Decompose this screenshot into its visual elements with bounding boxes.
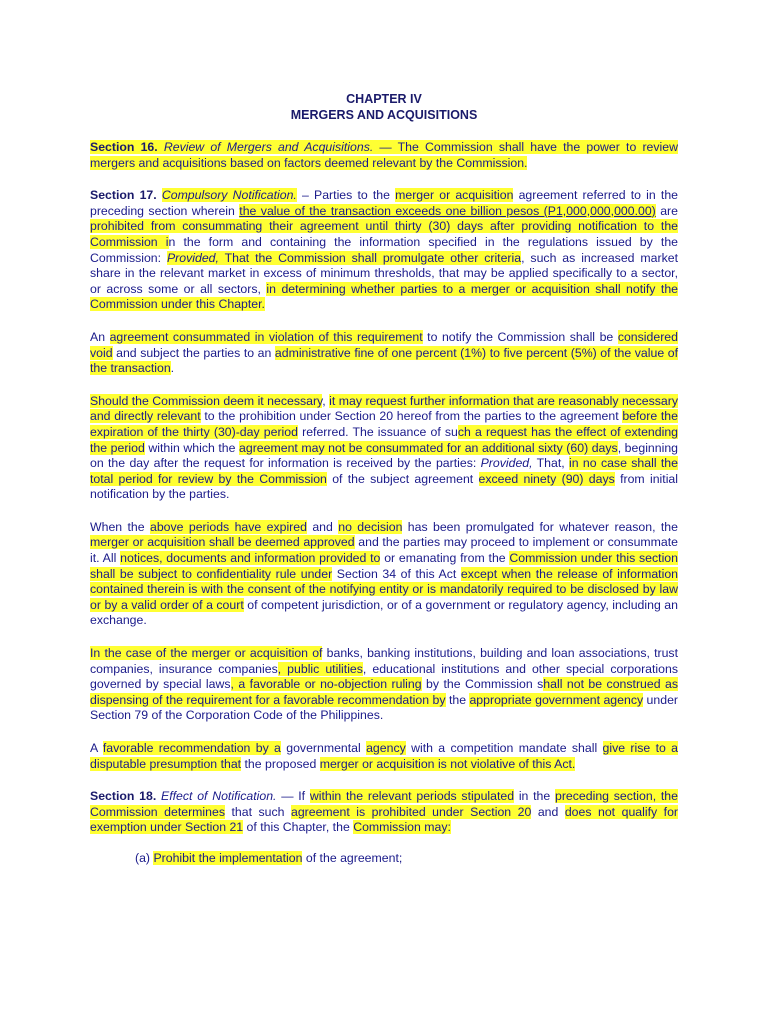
section-17 (90, 188, 678, 313)
text-run: to notify the Commission shall be (422, 329, 618, 344)
highlight-run: prohibited from consummating their agreement until thirty (30) days after providing notification to the Commission i (90, 219, 678, 249)
text-run: When the (90, 519, 150, 534)
paragraph-void-agreement (90, 330, 678, 377)
highlight-run: favorable recommendation by a (102, 741, 281, 755)
text-run: the (445, 692, 470, 707)
highlight-run: no decision (338, 519, 403, 534)
highlight-run: agency (366, 741, 406, 755)
highlight-run: Prohibit the implementation (153, 850, 303, 865)
list-marker: (a) (135, 850, 154, 865)
highlight-run: agreement may not be consummated for an additional sixty (60) days (239, 440, 618, 455)
highlight-run: hall not be construed as dispensing of the requirement for a favorable recommendation by (90, 677, 679, 707)
paragraph-favorable-recommendation (90, 741, 678, 772)
chapter-number: CHAPTER IV (346, 92, 422, 106)
highlight-run: except when the release of information contained therein is with the consent of the notifying entity or is mandatorily required to be disclosed by law or by a valid order of a court (90, 566, 678, 612)
text-run: from initial notification by the parties. (90, 471, 678, 502)
text-run: agreement referred to in the preceding section wherein (90, 188, 678, 218)
highlight-run: Should the Commission deem it necessary (90, 393, 323, 408)
text-run: of competent jurisdiction, or of a government or regulatory agency, including an exchange. (90, 597, 678, 628)
text-run: governmental (280, 741, 367, 755)
text-run: the proposed (241, 756, 320, 771)
section-16-body: — The Commission shall have the power to review mergers and acquisitions based on factors deemed relevant by the Commission. (90, 140, 678, 170)
paragraph-information-request (90, 394, 678, 503)
highlight-run: That the Commission shall promulgate other criteria (218, 250, 522, 265)
document-page (90, 91, 678, 884)
highlight-run: , a favorable or no-objection ruling (230, 677, 422, 692)
section-18 (90, 789, 678, 836)
highlight-run: within the relevant periods stipulated (309, 789, 515, 804)
text-run: with a competition mandate shall (405, 741, 603, 755)
text-run: Section 34 of this Act (332, 566, 461, 581)
section-16-heading: Review of Mergers and Acquisitions. (163, 140, 374, 154)
text-run: to the prohibition under Section 20 hereof from the parties to the agreement (200, 409, 623, 424)
chapter-title: MERGERS AND ACQUISITIONS (290, 108, 478, 122)
highlight-run: exceed ninety (90) days (478, 471, 615, 486)
list-item-a (135, 851, 678, 867)
highlight-run: In the case of the merger or acquisition of (90, 646, 323, 661)
highlight-run: merger or acquisition shall be deemed approved (90, 535, 355, 550)
text-run: has been promulgated for whatever reason, the (402, 519, 678, 534)
text-run: of this Chapter, the (243, 820, 354, 835)
text-run: Provided, (480, 456, 533, 471)
text-run: of the subject agreement (326, 471, 479, 486)
text-run: or emanating from the (380, 551, 510, 566)
highlight-run: , public utilities (277, 661, 363, 676)
highlight-run: ch a request has the effect of extending the period (90, 424, 678, 455)
section-16 (90, 140, 678, 171)
highlight-run: it may request further information that are reasonably necessary and directly relevant (90, 393, 678, 424)
text-run: , (322, 393, 330, 408)
highlight-run: Commission may: (353, 820, 451, 835)
text-run: A (90, 741, 103, 755)
highlight-run: in no case shall the total period for review by the Commission (90, 456, 678, 486)
section-17-heading: Compulsory Notification. (161, 188, 297, 203)
text-run: and the parties may proceed to implement or consummate it. All (90, 535, 679, 566)
text-run: under Section 79 of the Corporation Code of the Philippines. (90, 692, 678, 723)
highlight-run: administrative fine of one percent (1%) to five percent (5%) of the value of the transaction (90, 345, 678, 376)
text-run: referred. The issuance of su (297, 424, 458, 439)
text-run: of the agreement; (302, 850, 403, 865)
text-run: that such (224, 804, 291, 819)
highlight-run: before the expiration of the thirty (30)-day period (90, 409, 678, 439)
section-18-label: Section 18. (90, 789, 157, 804)
section-18-heading: Effect of Notification. (161, 789, 277, 804)
text-run: by the Commission s (421, 677, 544, 692)
highlight-run: agreement is prohibited under Section 20 (290, 804, 532, 819)
highlight-run: in determining whether parties to a merger or acquisition shall notify the Commission under this Chapter. (90, 281, 678, 312)
text-run: within which the (144, 440, 240, 455)
text-run: in the (514, 789, 555, 804)
highlight-run: give rise to a disputable presumption that (90, 741, 678, 771)
text-run: . (170, 361, 175, 376)
highlight-run: Commission under this section shall be subject to confidentiality rule under (90, 551, 678, 581)
text-run: , educational institutions and other special corporations governed by special laws (90, 661, 678, 692)
highlight-run: does not qualify for exemption under Section 21 (90, 804, 679, 835)
highlight-run: the value of the transaction exceeds one billion pesos (P1,000,000,000.00) (239, 203, 656, 218)
text-run: and (531, 804, 565, 819)
highlight-run: notices, documents and information provided to (120, 551, 381, 566)
text-run: and subject the parties to an (112, 345, 275, 360)
highlight-run: agreement consummated in violation of this requirement (109, 329, 423, 344)
text-run: That, (532, 456, 570, 471)
highlight-run: appropriate government agency (469, 692, 644, 707)
highlight-run: above periods have expired (149, 519, 307, 534)
text-run: An (90, 329, 110, 344)
text-run: , such as increased market share in the relevant market in excess of minimum thresholds, that may be applied specifically to a sector, or across some or all sectors, (90, 250, 678, 296)
highlight-run: merger or acquisition is not violative of this Act. (319, 756, 576, 771)
paragraph-periods-expired (90, 520, 678, 629)
text-run: and (306, 519, 339, 534)
text-run: , beginning on the day after the request for information is received by the parties: (90, 440, 679, 471)
paragraph-banks (90, 646, 678, 724)
section-17-label: Section 17. (90, 188, 157, 203)
highlight-run: Provided, (166, 250, 219, 265)
highlight-run: preceding section, the Commission determines (90, 789, 678, 819)
text-run: are (655, 203, 678, 218)
text-run: – Parties to the (296, 188, 396, 203)
text-run: banks, banking institutions, building and loan associations, trust companies, insurance companies (90, 646, 678, 676)
text-run: n the form and containing the information specified in the regulations issued by the Commission: (90, 234, 678, 265)
highlight-run: merger or acquisition (395, 188, 514, 203)
text-run: — If (276, 789, 310, 804)
highlight-run: considered void (90, 329, 678, 360)
section-16-label: Section 16. (90, 140, 158, 154)
